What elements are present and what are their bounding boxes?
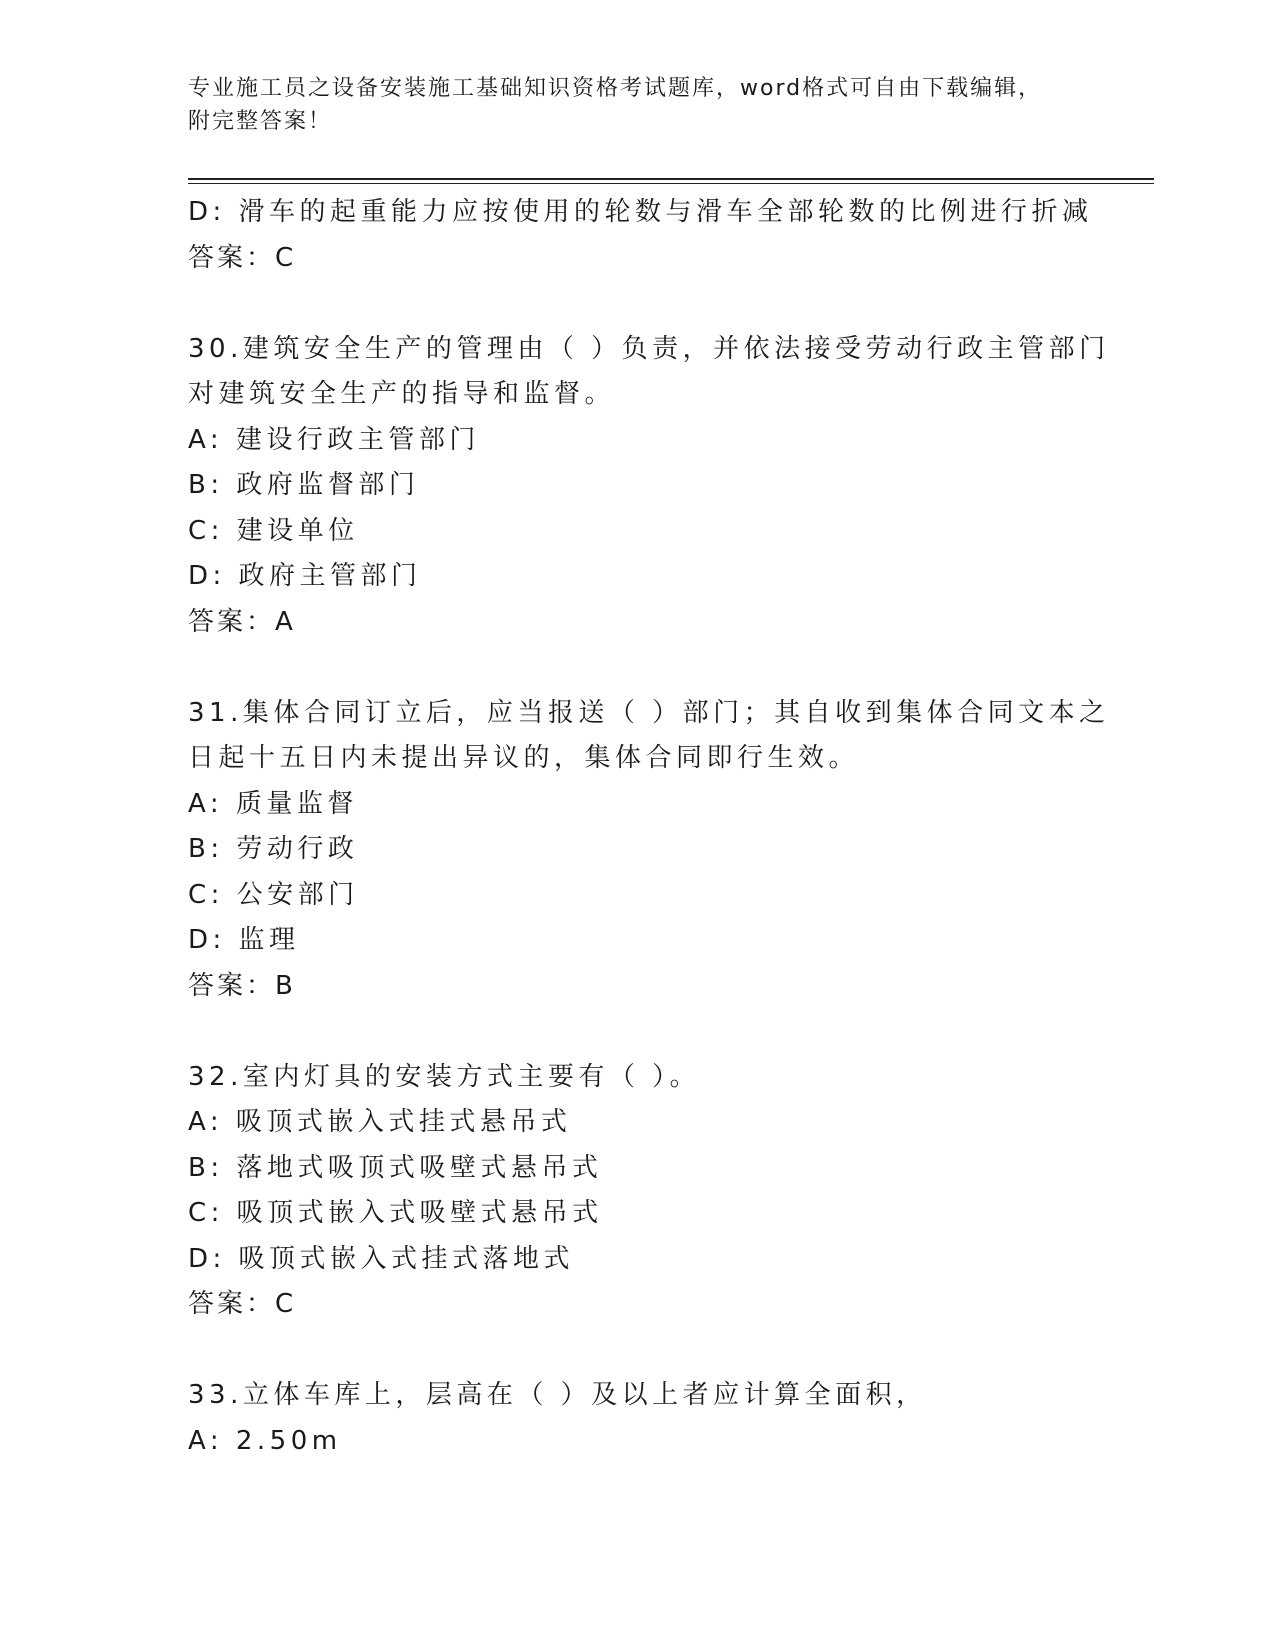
question-text: 31.集体合同订立后，应当报送（ ）部门；其自收到集体合同文本之 <box>188 697 1110 728</box>
option-line: D: 政府主管部门 <box>188 561 422 591</box>
question-text: 日起十五日内未提出异议的，集体合同即行生效。 <box>188 743 860 773</box>
option-line: A: 质量监督 <box>188 788 358 819</box>
question-text: 32.室内灯具的安装方式主要有（ ）。 <box>188 1061 701 1092</box>
header-line-1: 专业施工员之设备安装施工基础知识资格考试题库，word格式可自由下载编辑， <box>188 76 1043 101</box>
spacer <box>188 1009 1088 1055</box>
document-header <box>188 72 1068 138</box>
option-line: A: 2.50m <box>188 1425 342 1456</box>
question-list <box>188 190 1110 1464</box>
option-line: B: 劳动行政 <box>188 834 359 864</box>
option-line: A: 吸顶式嵌入式挂式悬吊式 <box>188 1107 572 1137</box>
question-text: 30.建筑安全生产的管理由（ ）负责，并依法接受劳动行政主管部门 <box>188 333 1110 364</box>
spacer <box>188 281 1088 327</box>
option-line: A: 建设行政主管部门 <box>188 424 480 455</box>
option-line: D: 吸顶式嵌入式挂式落地式 <box>188 1243 575 1274</box>
option-line: D: 监理 <box>188 925 300 955</box>
header-divider-thick <box>188 178 1154 180</box>
option-line: C: 吸顶式嵌入式吸壁式悬吊式 <box>188 1198 603 1228</box>
option-line: C: 公安部门 <box>188 879 359 910</box>
answer-line: 答案：C <box>188 242 297 273</box>
option-line: B: 落地式吸顶式吸壁式悬吊式 <box>188 1152 603 1183</box>
option-line: D: 滑车的起重能力应按使用的轮数与滑车全部轮数的比例进行折减 <box>188 197 1093 227</box>
spacer <box>188 645 1088 691</box>
header-divider-thin <box>188 183 1154 184</box>
option-line: C: 建设单位 <box>188 515 359 546</box>
header-line-2: 附完整答案！ <box>188 109 333 134</box>
answer-line: 答案：C <box>188 1289 297 1319</box>
question-text: 33.立体车库上，层高在（ ）及以上者应计算全面积， <box>188 1380 927 1410</box>
answer-line: 答案：A <box>188 606 296 637</box>
answer-line: 答案：B <box>188 970 296 1001</box>
question-text: 对建筑安全生产的指导和监督。 <box>188 379 616 409</box>
option-line: B: 政府监督部门 <box>188 470 420 500</box>
spacer <box>188 1328 1088 1374</box>
